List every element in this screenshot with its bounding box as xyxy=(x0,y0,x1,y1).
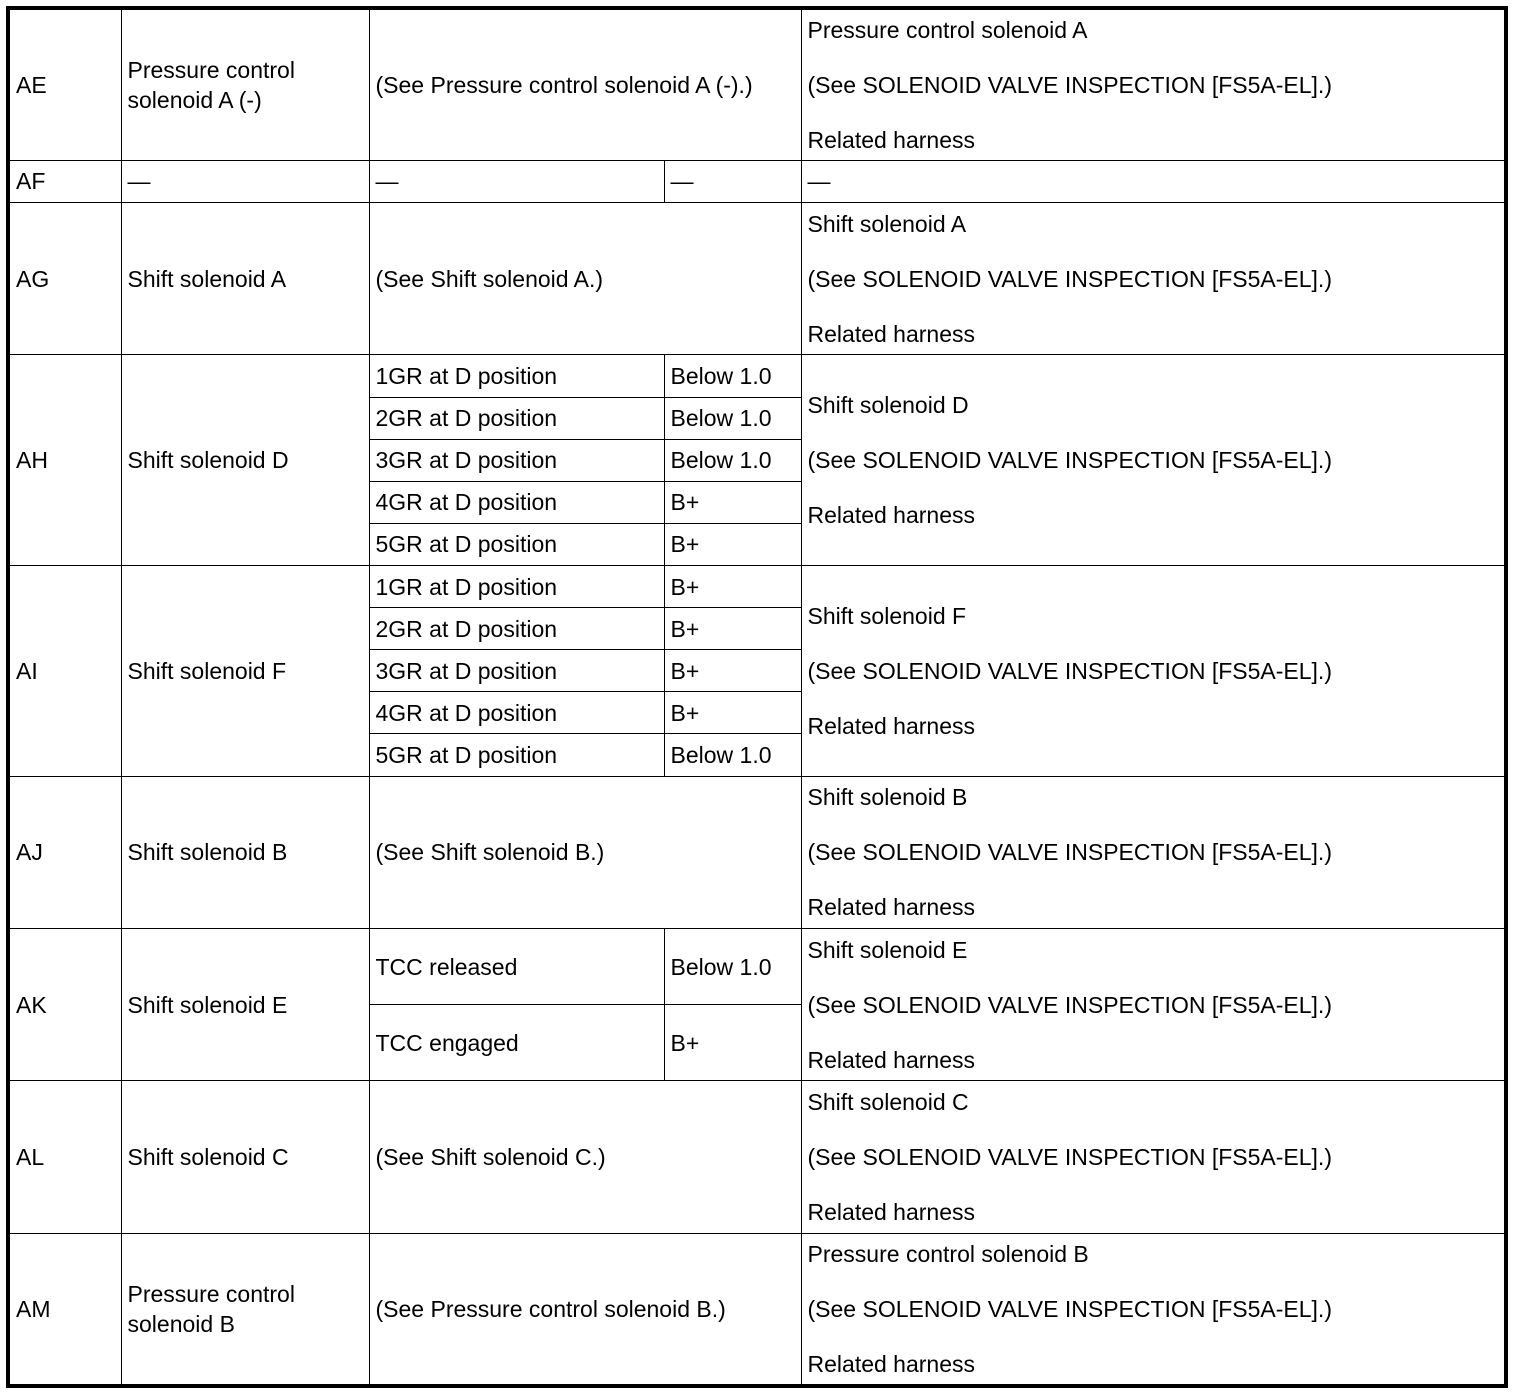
condition-cell: 4GR at D position xyxy=(369,481,664,523)
terminal-cell: AM xyxy=(8,1233,121,1386)
item-cell: Shift solenoid B xyxy=(121,776,369,928)
inspection-harness: Related harness xyxy=(808,1045,1504,1075)
inspection-reference: (See SOLENOID VALVE INSPECTION [FS5A-EL].) xyxy=(807,71,1332,98)
voltage-cell: — xyxy=(664,160,801,202)
item-cell: Shift solenoid A xyxy=(121,203,369,355)
terminal-cell: AE xyxy=(8,8,121,160)
voltage-cell: Below 1.0 xyxy=(664,355,801,397)
terminal-cell: AJ xyxy=(8,776,121,928)
inspection-harness: Related harness xyxy=(808,125,1504,155)
terminal-voltage-table xyxy=(6,6,1508,1388)
inspection-cell xyxy=(801,776,1506,928)
condition-cell: 5GR at D position xyxy=(369,523,664,565)
condition-cell: (See Shift solenoid A.) xyxy=(369,203,801,355)
inspection-cell xyxy=(801,929,1506,1081)
inspection-cell: — xyxy=(801,160,1506,202)
condition-cell: 5GR at D position xyxy=(369,734,664,776)
condition-cell: 2GR at D position xyxy=(369,397,664,439)
inspection-reference: (See SOLENOID VALVE INSPECTION [FS5A-EL].) xyxy=(807,1295,1332,1322)
item-cell: Shift solenoid D xyxy=(121,355,369,566)
inspection-harness: Related harness xyxy=(808,711,1504,741)
inspection-component: Shift solenoid B xyxy=(808,782,1504,812)
condition-cell: 2GR at D position xyxy=(369,608,664,650)
condition-cell: 1GR at D position xyxy=(369,566,664,608)
condition-cell: — xyxy=(369,160,664,202)
item-cell: Pressure control solenoid B xyxy=(121,1233,369,1386)
condition-cell: (See Pressure control solenoid A (-).) xyxy=(369,8,801,160)
item-cell: Shift solenoid C xyxy=(121,1081,369,1233)
inspection-cell xyxy=(801,566,1506,777)
table-row-af xyxy=(8,160,1506,202)
voltage-cell: Below 1.0 xyxy=(664,734,801,776)
voltage-cell: B+ xyxy=(664,650,801,692)
terminal-cell: AF xyxy=(8,160,121,202)
table-row-al xyxy=(8,1081,1506,1233)
table-row-ah xyxy=(8,355,1506,397)
terminal-cell: AH xyxy=(8,355,121,566)
inspection-component: Shift solenoid D xyxy=(808,390,1504,420)
inspection-cell xyxy=(801,8,1506,160)
inspection-component: Shift solenoid C xyxy=(808,1087,1504,1117)
inspection-component: Shift solenoid A xyxy=(808,209,1504,239)
table-row-aj xyxy=(8,776,1506,928)
inspection-reference: (See SOLENOID VALVE INSPECTION [FS5A-EL].) xyxy=(807,447,1332,474)
item-cell: Shift solenoid F xyxy=(121,566,369,777)
inspection-harness: Related harness xyxy=(808,1349,1504,1379)
table-row-ae xyxy=(8,8,1506,160)
condition-cell: (See Shift solenoid B.) xyxy=(369,776,801,928)
inspection-reference: (See SOLENOID VALVE INSPECTION [FS5A-EL].) xyxy=(807,991,1332,1018)
condition-cell: 1GR at D position xyxy=(369,355,664,397)
item-cell: Pressure control solenoid A (-) xyxy=(121,8,369,160)
voltage-cell: B+ xyxy=(664,523,801,565)
voltage-cell: Below 1.0 xyxy=(664,929,801,1005)
inspection-harness: Related harness xyxy=(808,1197,1504,1227)
inspection-component: Pressure control solenoid A xyxy=(808,15,1504,45)
condition-cell: 3GR at D position xyxy=(369,650,664,692)
condition-cell: 3GR at D position xyxy=(369,439,664,481)
table-row-ag xyxy=(8,203,1506,355)
inspection-reference: (See SOLENOID VALVE INSPECTION [FS5A-EL].) xyxy=(807,657,1332,684)
inspection-component: Shift solenoid E xyxy=(808,935,1504,965)
inspection-reference: (See SOLENOID VALVE INSPECTION [FS5A-EL].) xyxy=(807,1144,1332,1171)
inspection-harness: Related harness xyxy=(808,500,1504,530)
condition-cell: (See Shift solenoid C.) xyxy=(369,1081,801,1233)
inspection-reference: (See SOLENOID VALVE INSPECTION [FS5A-EL].) xyxy=(807,839,1332,866)
condition-cell: TCC released xyxy=(369,929,664,1005)
voltage-cell: Below 1.0 xyxy=(664,397,801,439)
table-row-am xyxy=(8,1233,1506,1386)
inspection-harness: Related harness xyxy=(808,892,1504,922)
voltage-cell: B+ xyxy=(664,1005,801,1081)
item-cell: Shift solenoid E xyxy=(121,929,369,1081)
inspection-cell xyxy=(801,355,1506,566)
inspection-component: Shift solenoid F xyxy=(808,601,1504,631)
terminal-cell: AI xyxy=(8,566,121,777)
inspection-cell xyxy=(801,1081,1506,1233)
voltage-cell: B+ xyxy=(664,608,801,650)
inspection-reference: (See SOLENOID VALVE INSPECTION [FS5A-EL].) xyxy=(807,265,1332,292)
item-cell: — xyxy=(121,160,369,202)
table-row-ak xyxy=(8,929,1506,1005)
inspection-cell xyxy=(801,1233,1506,1386)
terminal-cell: AK xyxy=(8,929,121,1081)
condition-cell: 4GR at D position xyxy=(369,692,664,734)
voltage-cell: B+ xyxy=(664,692,801,734)
terminal-cell: AG xyxy=(8,203,121,355)
voltage-cell: Below 1.0 xyxy=(664,439,801,481)
voltage-cell: B+ xyxy=(664,566,801,608)
condition-cell: (See Pressure control solenoid B.) xyxy=(369,1233,801,1386)
table-row-ai xyxy=(8,566,1506,608)
inspection-component: Pressure control solenoid B xyxy=(808,1239,1504,1269)
voltage-cell: B+ xyxy=(664,481,801,523)
inspection-cell xyxy=(801,203,1506,355)
inspection-harness: Related harness xyxy=(808,319,1504,349)
terminal-cell: AL xyxy=(8,1081,121,1233)
condition-cell: TCC engaged xyxy=(369,1005,664,1081)
